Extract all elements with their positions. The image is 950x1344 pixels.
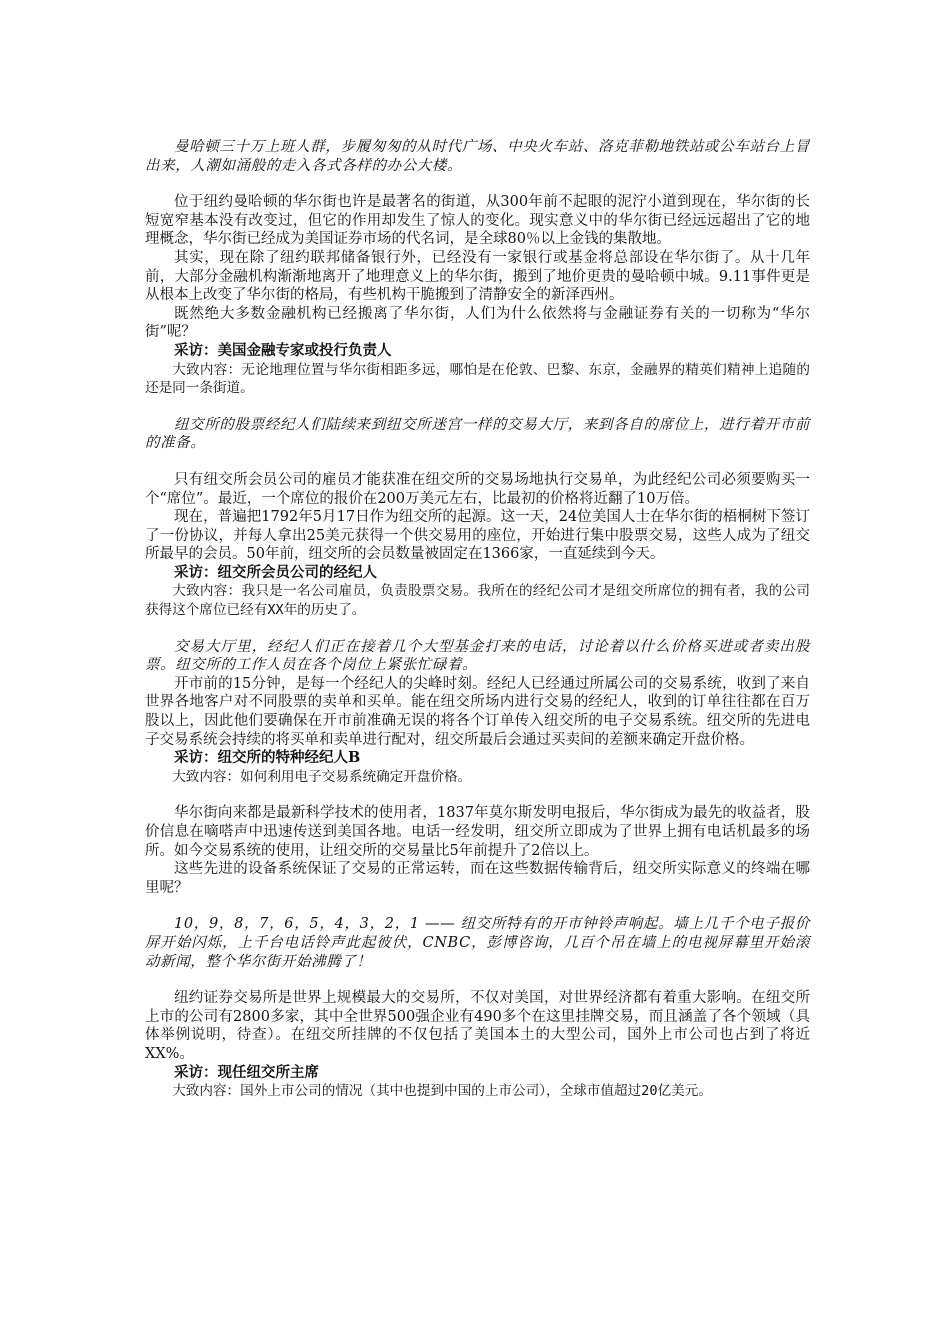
narration-paragraph: 开市前的15分钟，是每一个经纪人的尖峰时刻。经纪人已经通过所属公司的交易系统，收到了来自世界各地客户对不同股票的卖单和买单。能在纽交所场内进行交易的经纪人，收到的订单往往都在百万股以上，因此他们要确保在开市前准确无误的将各个订单传入纽交所的电子交易系统。纽交所的先进电子交易系统会持续的将买单和卖单进行配对，纽交所最后会通过买卖间的差额来确定开盘价格。 [145,675,810,748]
narration-paragraph: 现在，普遍把1792年5月17日作为纽交所的起源。这一天，24位美国人士在华尔街的梧桐树下签订了一份协议，并每人拿出25美元获得一个供交易用的座位，开始进行集中股票交易，这些人成为了纽交所最早的会员。50年前，纽交所的会员数量被固定在1366家，一直延续到今天。 [145,509,810,563]
paragraph-gap [145,453,810,471]
scene-description: 曼哈顿三十万上班人群，步履匆匆的从时代广场、中央火车站、洛克菲勒地铁站或公车站台上冒出来，人潮如涌般的走入各式各样的办公大楼。 [145,139,810,174]
narration-paragraph: 位于纽约曼哈顿的华尔街也许是最著名的街道，从300年前不起眼的泥泞小道到现在，华尔街的长短宽窄基本没有改变过，但它的作用却发生了惊人的变化。现实意义中的华尔街已经远远超出了它的地理概念，华尔街已经成为美国证券市场的代名词，是全球80％以上金钱的集散地。 [145,194,810,248]
interview-heading: 采访：纽交所的特种经纪人B [174,749,361,767]
narration-paragraph: 华尔街向来都是最新科学技术的使用者，1837年莫尔斯发明电报后，华尔街成为最先的收益者，股价信息在嘀嗒声中迅速传送到美国各地。电话一经发明，纽交所立即成为了世界上拥有电话机最多的场所。如今交易系统的使用，让纽交所的交易量比5年前提升了2倍以上。 [145,805,810,859]
paragraph-gap [145,897,810,915]
scene-description: 纽交所的股票经纪人们陆续来到纽交所迷宫一样的交易大厅，来到各自的席位上，进行着开市前的准备。 [145,416,810,452]
paragraph-gap [145,971,810,989]
scene-description: 交易大厅里，经纪人们正在接着几个大型基金打来的电话，讨论着以什么价格买进或者卖出股票。纽交所的工作人员在各个岗位上紧张忙碌着。 [145,638,810,674]
paragraph-gap [145,786,810,804]
document-page [145,138,810,1101]
paragraph-gap [145,175,810,193]
interview-heading: 采访：现任纽交所主席 [174,1063,319,1081]
interview-heading: 采访：纽交所会员公司的经纪人 [174,563,377,581]
narration-paragraph: 纽约证券交易所是世界上规模最大的交易所，不仅对美国，对世界经济都有着重大影响。在纽交所上市的公司有2800多家，其中全世界500强企业有490多个在这里挂牌交易，而且涵盖了各个领域（具体举例说明，待查）。在纽交所挂牌的不仅包括了美国本土的大型公司，国外上市公司也占到了将近XX%。 [145,990,810,1062]
paragraph-gap [145,620,810,638]
paragraph-gap [145,398,810,416]
interview-summary: 大致内容：无论地理位置与华尔街相距多远，哪怕是在伦敦、巴黎、东京，金融界的精英们精神上追随的还是同一条街道。 [145,361,810,397]
narration-paragraph: 这些先进的设备系统保证了交易的正常运转，而在这些数据传输背后，纽交所实际意义的终端在哪里呢？ [145,861,810,896]
interview-summary: 大致内容：如何利用电子交易系统确定开盘价格。 [172,768,472,785]
narration-paragraph: 只有纽交所会员公司的雇员才能获准在纽交所的交易场地执行交易单，为此经纪公司必须要购买一个“席位”。最近，一个席位的报价在200万美元左右，比最初的价格将近翻了10万倍。 [145,471,810,507]
scene-description: 10，9，8，7，6，5，4，3，2，1 —— 纽交所特有的开市钟铃声响起。墙上几千个电子报价屏开始闪烁，上千台电话铃声此起彼伏，CNBC，彭博咨询，几百个吊在墙上的电视屏幕里开始滚动新闻，整个华尔街开始沸腾了！ [145,916,810,970]
interview-heading: 采访：美国金融专家或投行负责人 [174,341,392,359]
interview-summary: 大致内容：我只是一名公司雇员，负责股票交易。我所在的经纪公司才是纽交所席位的拥有者，我的公司获得这个席位已经有XX年的历史了。 [145,583,810,619]
interview-summary: 大致内容：国外上市公司的情况（其中也提到中国的上市公司），全球市值超过20亿美元。 [172,1083,712,1100]
narration-paragraph: 既然绝大多数金融机构已经搬离了华尔街，人们为什么依然将与金融证券有关的一切称为“华尔街”呢？ [145,305,810,341]
narration-paragraph: 其实，现在除了纽约联邦储备银行外，已经没有一家银行或基金将总部设在华尔街了。从十几年前，大部分金融机构渐渐地离开了地理意义上的华尔街，搬到了地价更贵的曼哈顿中城。9.11事件更是从根本上改变了华尔街的格局，有些机构干脆搬到了清静安全的新泽西州。 [145,249,810,304]
